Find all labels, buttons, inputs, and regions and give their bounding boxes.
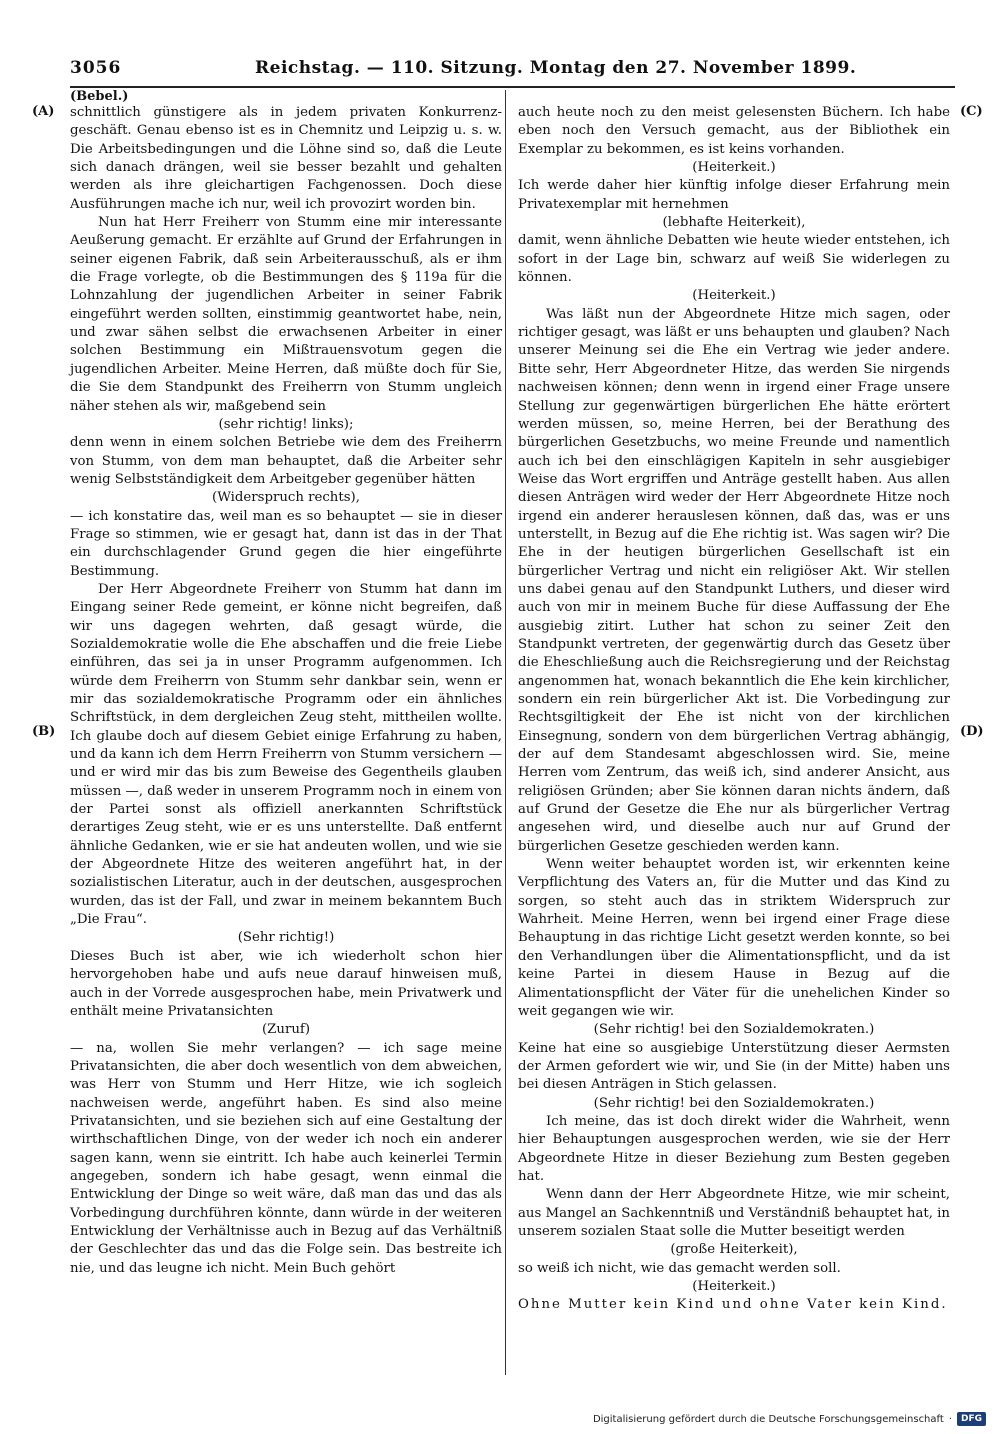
margin-marker-c: (C) bbox=[960, 104, 983, 119]
interjection: (Widerspruch rechts), bbox=[212, 490, 360, 506]
paragraph: Der Herr Abgeordnete Freiherr von Stumm hat dann im Eingang seiner Rede gemeint, er könne nicht begreifen, daß wir uns dagegen wehrten, daß gesagt würde, die Sozialdemokratie wolle die Ehe abschaffen und die freie Liebe einführen, das sei ja in unser Programm aufgenommen. Ich würde dem Freiherrn von Stumm sehr dankbar sein, wenn er mir das sozialdemokratische Programm oder ein ähnliches Schriftstück, in dem dergleichen Zeug steht, mittheilen wollte. Ich glaube doch auf diesem Gebiet einige Erfahrung zu haben, und da kann ich dem Herrn Freiherrn von Stumm versichern — und er wird mir das bis zum Beweise des Gegentheils glauben müssen —, daß weder in unserem Programm noch in einem von der Partei sonst als offiziell anerkannten Schriftstück derartiges Zeug steht, wie er es uns unterstellte. Daß entfernt ähnliche Gedanken, wie er sie hat andeuten wollen, und wie sie der Abgeordnete Hitze des weiteren angeführt hat, in der sozialistischen Literatur, auch in der deutschen, ausgesprochen wurden, das ist der Fall, und zwar in meinem bekanntem Buch „Die Frau“. bbox=[70, 581, 502, 928]
running-title: Reichstag. — 110. Sitzung. Montag den 27. November 1899. bbox=[255, 58, 857, 78]
paragraph: damit, wenn ähnliche Debatten wie heute wieder entstehen, ich sofort in der Lage bin, schwarz auf weiß Sie widerlegen zu können. bbox=[518, 233, 950, 286]
interjection: (Heiterkeit.) bbox=[692, 160, 776, 176]
paragraph: Wenn dann der Herr Abgeordnete Hitze, wie mir scheint, aus Mangel an Sachkenntniß und Verständniß behauptet hat, in unserem sozialen Staat solle die Mutter beseitigt werden bbox=[518, 1187, 950, 1239]
paragraph: denn wenn in einem solchen Betriebe wie dem des Freiherrn von Stumm, von dem man behauptet, daß die Arbeiter sehr wenig Selbstständigkeit dem Arbeitgeber gegenüber hätten bbox=[70, 435, 502, 487]
footer-credit bbox=[593, 1412, 986, 1426]
margin-marker-a: (A) bbox=[32, 104, 55, 119]
paragraph: — na, wollen Sie mehr verlangen? — ich sage meine Privatansichten, die aber doch wesentlich von dem abweichen, was Herr von Stumm und Herr Hitze, wie ich sogleich nachweisen werde, angeführt haben. Es sind also meine Privatansichten, und sie beziehen sich auf eine Gestaltung der wirthschaftlichen Dinge, von der weder ich noch ein anderer sagen kann, wenn sie eintritt. Ich habe auch keinerlei Termin angegeben, sondern ich habe gesagt, wenn einmal die Entwicklung der Dinge so weit wäre, daß man das und das als Vorbedingung durchführen könnte, dann würde in der weiteren Entwicklung der Verhältnisse auch in Bezug auf das Verhältniß der Geschlechter das und das die Folge sein. Das bestreite ich nie, und das leugne ich nicht. Mein Buch gehört bbox=[70, 1040, 502, 1276]
interjection: (Sehr richtig!) bbox=[237, 930, 335, 946]
page-number: 3056 bbox=[70, 58, 122, 78]
paragraph: Ohne Mutter kein Kind und ohne Vater kein Kind. bbox=[518, 1297, 948, 1313]
column-divider bbox=[505, 90, 506, 1375]
interjection: (sehr richtig! links); bbox=[218, 416, 354, 432]
paragraph: Wenn weiter behauptet worden ist, wir erkennten keine Verpflichtung des Vaters an, für die Mutter und das Kind zu sorgen, so steht auch das in striktem Widerspruch zur Wahrheit. Meine Herren, wenn bei irgend einer Frage diese Behauptung in das richtige Licht gesetzt werden konnte, so bei den Verhandlungen über die Alimentationspflicht, und da ist keine Partei in diesem Hause in Bezug auf die Alimentationspflicht der Väter für die unehelichen Kinder so weit gegangen wie wir. bbox=[518, 857, 950, 1019]
paragraph: so weiß ich nicht, wie das gemacht werden soll. bbox=[518, 1260, 841, 1276]
paragraph: Was läßt nun der Abgeordnete Hitze mich sagen, oder richtiger gesagt, was läßt er uns behaupten und glauben? Nach unserer Meinung sei die Ehe ein Vertrag wie jeder andere. Bitte sehr, Herr Abgeordneter Hitze, das werden Sie nirgends nachweisen können; denn wenn in irgend einer Frage unsere Stellung zur gegenwärtigen bürgerlichen Ehe hätte erörtert werden müssen, so, meine Herren, bei der Berathung des bürgerlichen Gesetzbuchs, wo meine Freunde und namentlich auch ich bei den einschlägigen Kapiteln in sehr ausgiebiger Weise das Wort ergriffen und Anträge gestellt haben. Aus allen diesen Anträgen wird weder der Herr Abgeordnete Hitze noch irgend ein anderer herauslesen können, daß das, was er uns unterstellt, in Bezug auf die Ehe richtig ist. Was sagen wir? Die Ehe in der heutigen bürgerlichen Gesellschaft ist ein bürgerlicher Vertrag und nicht ein religiöser Akt. Wir stellen uns dabei genau auf den Standpunkt Luthers, und dieser wird auch von mir in meinem Buche für diese Auffassung der Ehe ausgiebig zitirt. Luther hat schon zu seiner Zeit den Standpunkt vertreten, der gegenwärtig durch das Gesetz über die Eheschließung auch die Reichsregierung und der Reichstag angenommen hat, wonach bekanntlich die Ehe kein kirchlicher, sondern ein rein bürgerlicher Akt ist. Die Vorbedingung zur Rechtsgiltigkeit der Ehe ist nicht von der kirchlichen Einsegnung, sondern von dem bürgerlichen Vertrag abhängig, der auf dem Standesamt abgeschlossen wird. Sie, meine Herren vom Zentrum, das weiß ich, sind anderer Ansicht, aus religiösen Gründen; aber Sie können daran nichts ändern, daß auf Grund der Gesetze die Ehe nur als bürgerlicher Vertrag angesehen wird, und dieselbe auch nur auf Grund der bürgerlichen Gesetze geschieden werden kann. bbox=[518, 306, 950, 854]
paragraph: Nun hat Herr Freiherr von Stumm eine mir interessante Aeußerung gemacht. Er erzählte auf Grund der Erfahrungen in seiner eigenen Fabrik, daß sein Arbeiterausschuß, als er ihm die Frage vorlegte, ob die Bestimmungen des § 119a für die Lohnzahlung der jugendlichen Arbeiter in seiner Fabrik eingeführt werden sollten, einstimmig geantwortet habe, nein, und zwar sähen selbst die erwachsenen Arbeiter in einer solchen Bestimmung ein Mißtrauensvotum gegen die jugendlichen Arbeiter. Meine Herren, daß müßte doch für Sie, die Sie dem Standpunkt des Freiherrn von Stumm ungleich näher stehen als wir, maßgebend sein bbox=[70, 215, 502, 414]
interjection: (Sehr richtig! bei den Sozialdemokraten.) bbox=[593, 1022, 875, 1038]
left-text-column bbox=[70, 104, 502, 1278]
margin-marker-b: (B) bbox=[32, 724, 56, 739]
interjection: (Heiterkeit.) bbox=[692, 288, 776, 304]
paragraph: Dieses Buch ist aber, wie ich wiederholt schon hier hervorgehoben habe und aufs neue darauf hinweisen muß, auch in der Vorrede ausgesprochen habe, mein Privatwerk und enthält meine Privatansichten bbox=[70, 948, 502, 1019]
paragraph: — ich konstatire das, weil man es so behauptet — sie in dieser Frage so stimmen, wie er gesagt hat, dann ist das in der That ein durchschlagender Grund gegen die hier eingeführte Bestimmung. bbox=[70, 508, 502, 579]
speaker-label: (Bebel.) bbox=[70, 89, 129, 104]
interjection: (Zuruf) bbox=[261, 1022, 311, 1038]
dfg-logo-icon: DFG bbox=[957, 1412, 986, 1426]
interjection: (lebhafte Heiterkeit), bbox=[662, 215, 806, 231]
footer-separator: · bbox=[948, 1413, 952, 1425]
right-text-column bbox=[518, 104, 950, 1315]
margin-marker-d: (D) bbox=[960, 724, 984, 739]
interjection: (Sehr richtig! bei den Sozialdemokraten.) bbox=[593, 1095, 875, 1111]
paragraph: Ich werde daher hier künftig infolge dieser Erfahrung mein Privatexemplar mit hernehmen bbox=[518, 178, 950, 212]
paragraph: schnittlich günstigere als in jedem privaten Konkurrenz-geschäft. Genau ebenso ist es in Chemnitz und Leipzig u. s. w. Die Arbeitsbedingungen und die Löhne sind so, daß die Leute sich danach drängen, weil sie besser bezahlt und gehalten werden als ihre gleichartigen Fachgenossen. Doch diese Ausführungen mache ich nur, weil ich provozirt worden bin. bbox=[70, 105, 502, 212]
interjection: (Heiterkeit.) bbox=[692, 1279, 776, 1294]
page-header bbox=[70, 58, 955, 88]
paragraph: auch heute noch zu den meist gelesensten Büchern. Ich habe eben noch den Versuch gemacht, aus der Bibliothek ein Exemplar zu bekommen, es ist keins vorhanden. bbox=[518, 105, 950, 157]
paragraph: Keine hat eine so ausgiebige Unterstützung dieser Aermsten der Armen gefordert wie wir, und Sie (in der Mitte) haben uns bei diesen Anträgen in Stich gelassen. bbox=[518, 1040, 950, 1093]
interjection: (große Heiterkeit), bbox=[670, 1242, 798, 1258]
paragraph: Ich meine, das ist doch direkt wider die Wahrheit, wenn hier Behauptungen ausgesprochen werden, wie sie der Herr Abgeordnete Hitze in dieser Beziehung zum Besten gegeben hat. bbox=[518, 1113, 950, 1184]
footer-text: Digitalisierung gefördert durch die Deutsche Forschungsgemeinschaft bbox=[592, 1413, 944, 1425]
